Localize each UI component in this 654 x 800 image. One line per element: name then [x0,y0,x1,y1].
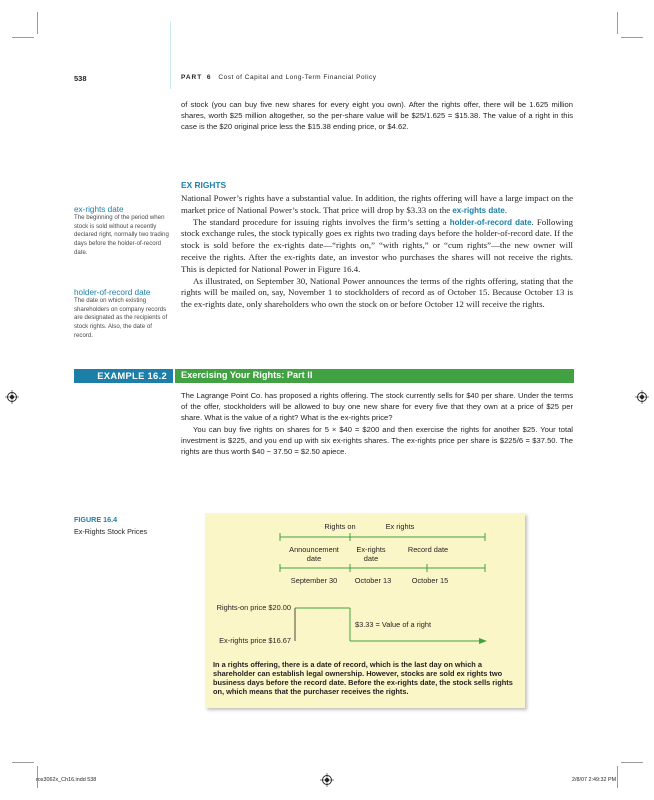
header-rule [170,22,171,89]
intro-paragraph [181,99,573,133]
margin-definition: The beginning of the period when stock is sold without a recently declared right, normally two trading days before the holder-of-record date. [74,214,169,256]
footer-file-info: ros3062x_Ch16.indd 538 [36,777,97,783]
part-title: Cost of Capital and Long-Term Financial Policy [218,74,377,81]
example-title-box [175,369,574,383]
crop-mark [617,12,618,34]
example-paragraph: You can buy five rights on shares for 5 × $40 = $200 and then exercise the rights for another $25. Your total investment is $225, and you end up with six ex-rights shares. The ex-rights price per share is $225/6 = $37.50. The rights are thus worth $40 − 37.50 = $2.50 apiece. [181,424,573,457]
figure-title: Ex-Rights Stock Prices [74,527,148,536]
margin-note [74,205,170,258]
example-label: EXAMPLE 16.2 [97,370,167,381]
example-banner [74,369,574,383]
label-rights-on: Rights on [324,522,356,531]
part-label: PART [181,74,203,81]
label-ex-rights: Ex rights [385,522,415,531]
crop-mark [621,762,643,763]
margin-note [74,288,170,341]
label-announcement-date: Announcement date [289,545,339,563]
registration-mark-icon [5,390,19,404]
example-title: Exercising Your Rights: Part II [181,370,313,380]
label-october-15: October 15 [411,576,449,585]
section-paragraph: The standard procedure for issuing rights involves the firm’s setting a holder-of-record date. Following stock exchange rules, the stock typically goes ex rights two trading days before the holder-of-record date. If the stock is sold before the ex-rights date—“rights on,” “with rights,” or “cum rights”—the new owner will receive the rights. After the ex-rights date, an investor who purchases the shares will not receive the rights. This is depicted for National Power in Figure 16.4. [181,216,573,274]
section-paragraph: As illustrated, on September 30, National Power announces the terms of the rights offering, stating that the rights will be mailed on, say, November 1 to stockholders of record as of October 15. Because October 13 is the ex-rights date, only shareholders who own the stock on or before October 12 will receive the rights. [181,275,573,310]
label-value-of-right: $3.33 = Value of a right [355,620,432,629]
label-ex-rights-price: Ex-rights price $16.67 [219,636,291,645]
intro-text: of stock (you can buy five new shares for every eight you own). After the rights offer, there will be 1.625 million shares, worth $25 million altogether, so the per-share value will be $25/1.625 = $15.38. The value of a right in this case is the $20 original price less the $15.38 ending price, or $4.62. [181,100,573,132]
footer-timestamp: 2/8/07 2:49:32 PM [572,777,617,783]
crop-mark [617,766,618,788]
figure-label: FIGURE 16.4 [74,515,118,524]
key-term-ex-rights-date: ex-rights date [452,205,505,215]
example-paragraph: The Lagrange Point Co. has proposed a rights offering. The stock currently sells for $40 per share. Under the terms of the offer, stockholders will be allowed to buy one new share for every five that they own at a price of $25 per share. What is the value of a right? What is the ex-rights price? [181,391,573,423]
registration-mark-icon [320,773,334,787]
label-october-13: October 13 [354,576,392,585]
part-number: 6 [206,74,212,81]
crop-mark [12,37,34,38]
label-rights-on-price: Rights-on price $20.00 [216,603,291,612]
figure-16-4 [205,513,525,708]
page-number: 538 [74,74,87,83]
label-record-date: Record date [407,545,449,554]
example-body [181,390,573,457]
key-term-holder-of-record-date: holder-of-record date [449,217,532,227]
crop-mark [621,37,643,38]
section-heading: EX RIGHTS [181,180,227,190]
section-paragraph: National Power’s rights have a substantial value. In addition, the rights offering will have a large impact on the market price of National Power’s stock. That price will drop by $3.33 on the ex-rights date. [181,193,573,215]
label-september-30: September 30 [290,576,338,585]
crop-mark [37,12,38,34]
running-header [181,74,377,81]
example-label-box [74,369,173,383]
arrow-icon [479,638,487,644]
margin-term: holder-of-record date [74,288,151,297]
figure-caption: In a rights offering, there is a date of record, which is the last day on which a shareholder can establish legal ownership. However, stocks are sold ex rights two business days before the record date. Before the ex-rights date, the stock sells rights on, which means that the purchaser receives the rights. [213,660,513,696]
section-body [181,193,573,311]
crop-mark [12,762,34,763]
margin-term: ex-rights date [74,205,124,214]
registration-mark-icon [635,390,649,404]
margin-definition: The date on which existing shareholders on company records are designated as the recipients of stock rights. Also, the date of record. [74,297,168,339]
label-ex-rights-date: Ex-rights date [356,545,386,563]
